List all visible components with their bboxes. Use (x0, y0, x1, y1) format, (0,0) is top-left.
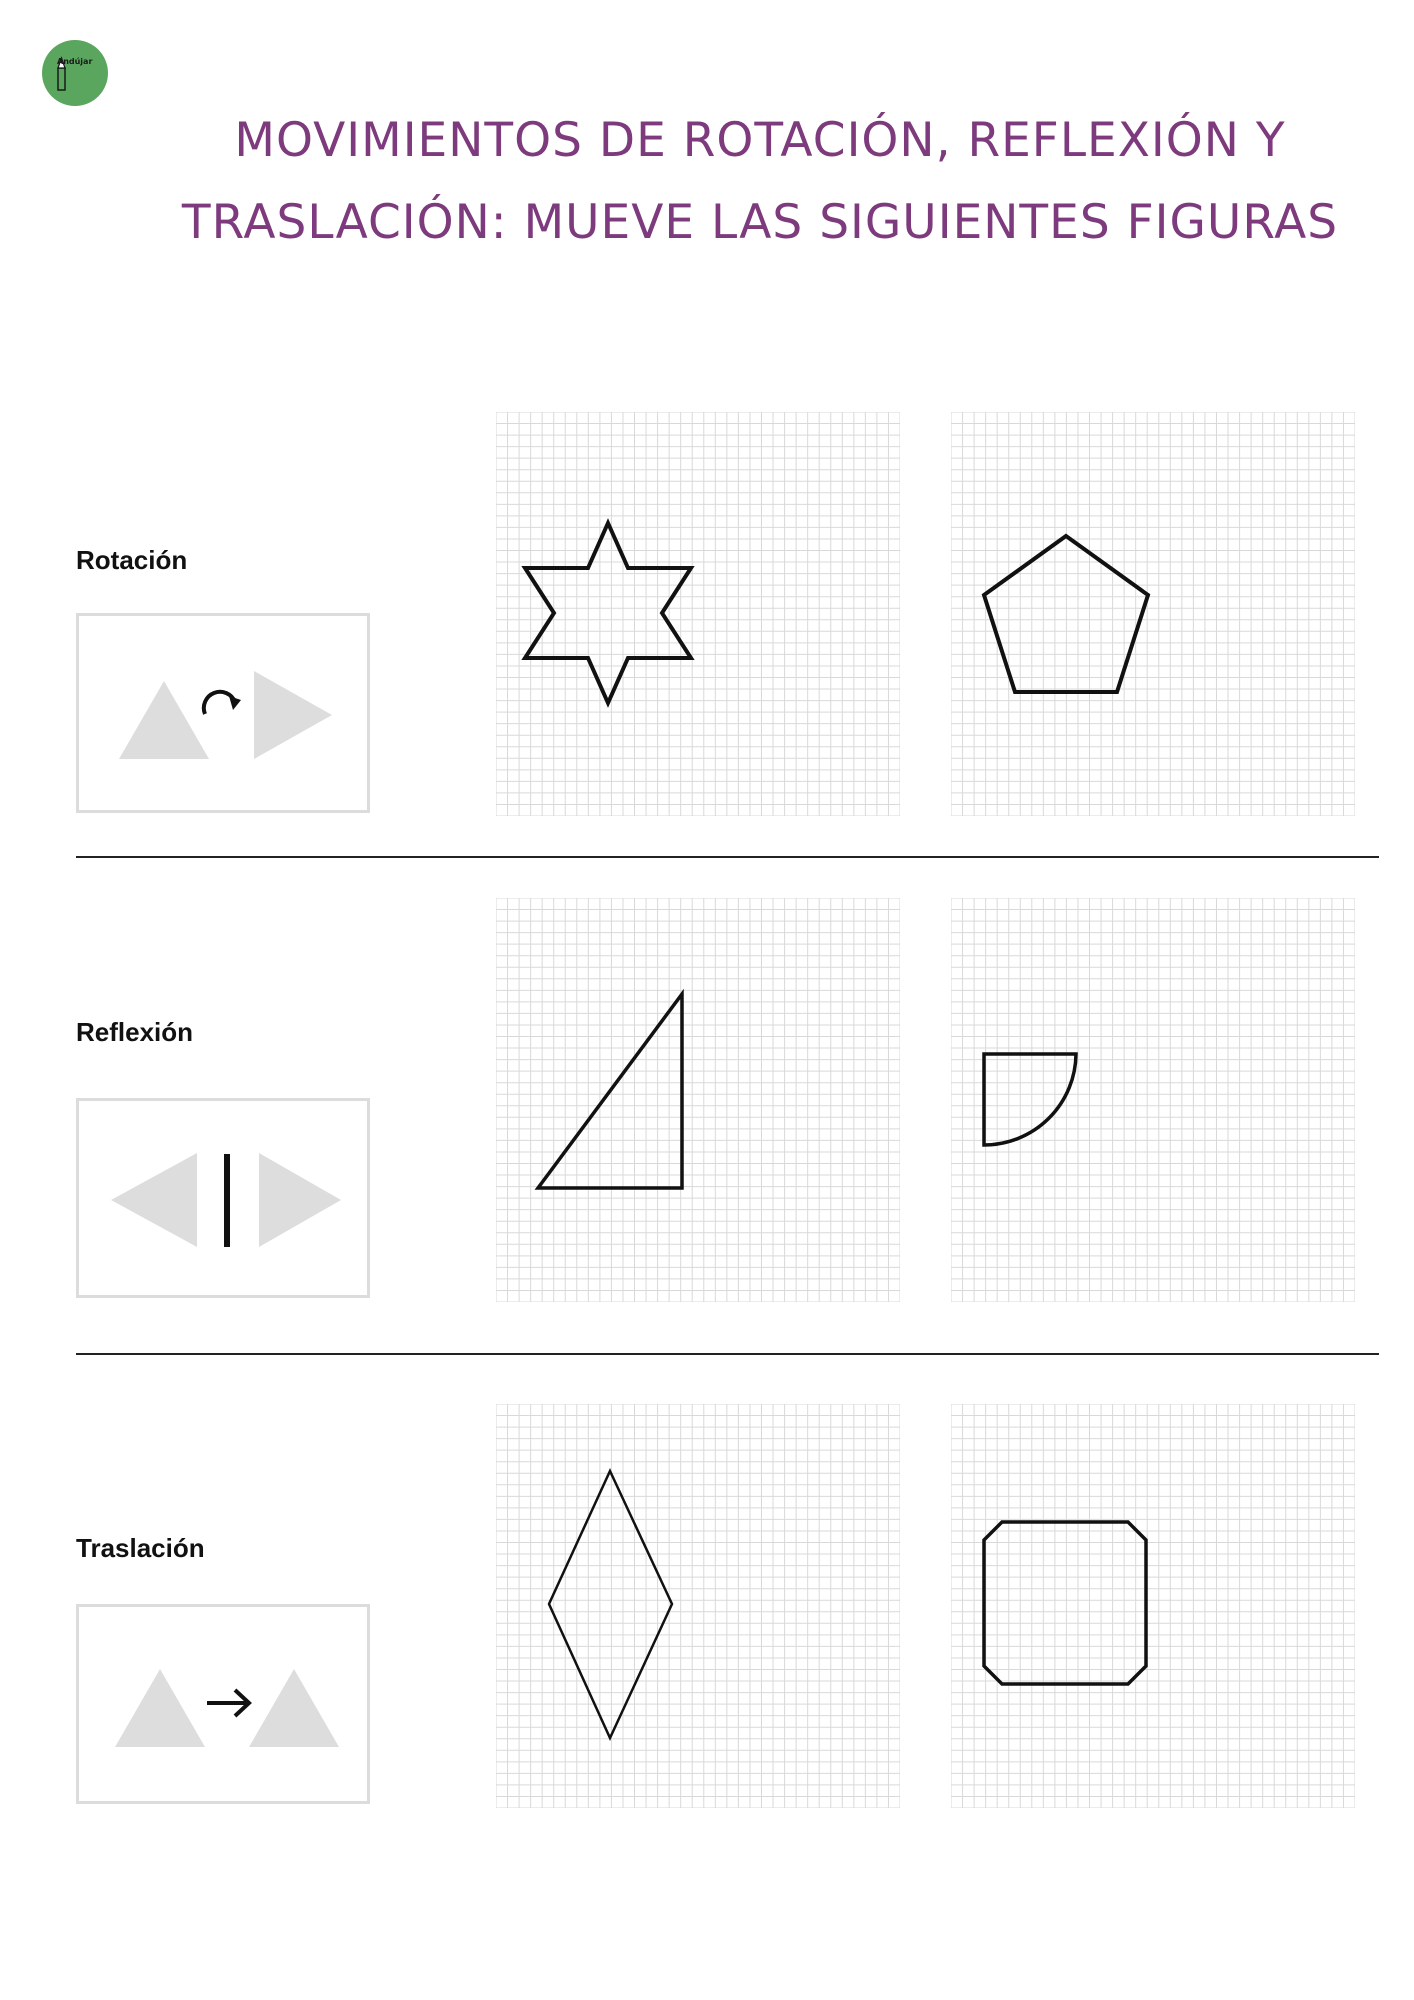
section-divider (76, 1353, 1379, 1355)
reflection-hint-icon (79, 1101, 373, 1301)
pencil-icon (42, 40, 108, 106)
translation-hint-icon (79, 1607, 373, 1807)
page-title (150, 100, 1370, 264)
grid-rotation-1 (496, 412, 900, 816)
rotation-hint-box (76, 613, 370, 813)
grid-translation-1 (496, 1404, 900, 1808)
grid-reflection-1 (496, 898, 900, 1302)
logo-text: Andújar (57, 57, 93, 66)
grid-reflection-2 (951, 898, 1355, 1302)
title-line-2: TRASLACIÓN: MUEVE LAS SIGUIENTES FIGURAS (181, 195, 1339, 250)
logo (42, 40, 108, 106)
section-divider (76, 856, 1379, 858)
section-label-reflexion: Reflexión (76, 1017, 194, 1047)
reflection-hint-box (76, 1098, 370, 1298)
rotation-hint-icon (79, 616, 373, 816)
section-label-rotacion: Rotación (76, 545, 188, 575)
grid-translation-2 (951, 1404, 1355, 1808)
section-label-traslacion: Traslación (76, 1533, 205, 1563)
title-line-1: MOVIMIENTOS DE ROTACIÓN, REFLEXIÓN Y (234, 113, 1286, 168)
translation-hint-box (76, 1604, 370, 1804)
grid-rotation-2 (951, 412, 1355, 816)
